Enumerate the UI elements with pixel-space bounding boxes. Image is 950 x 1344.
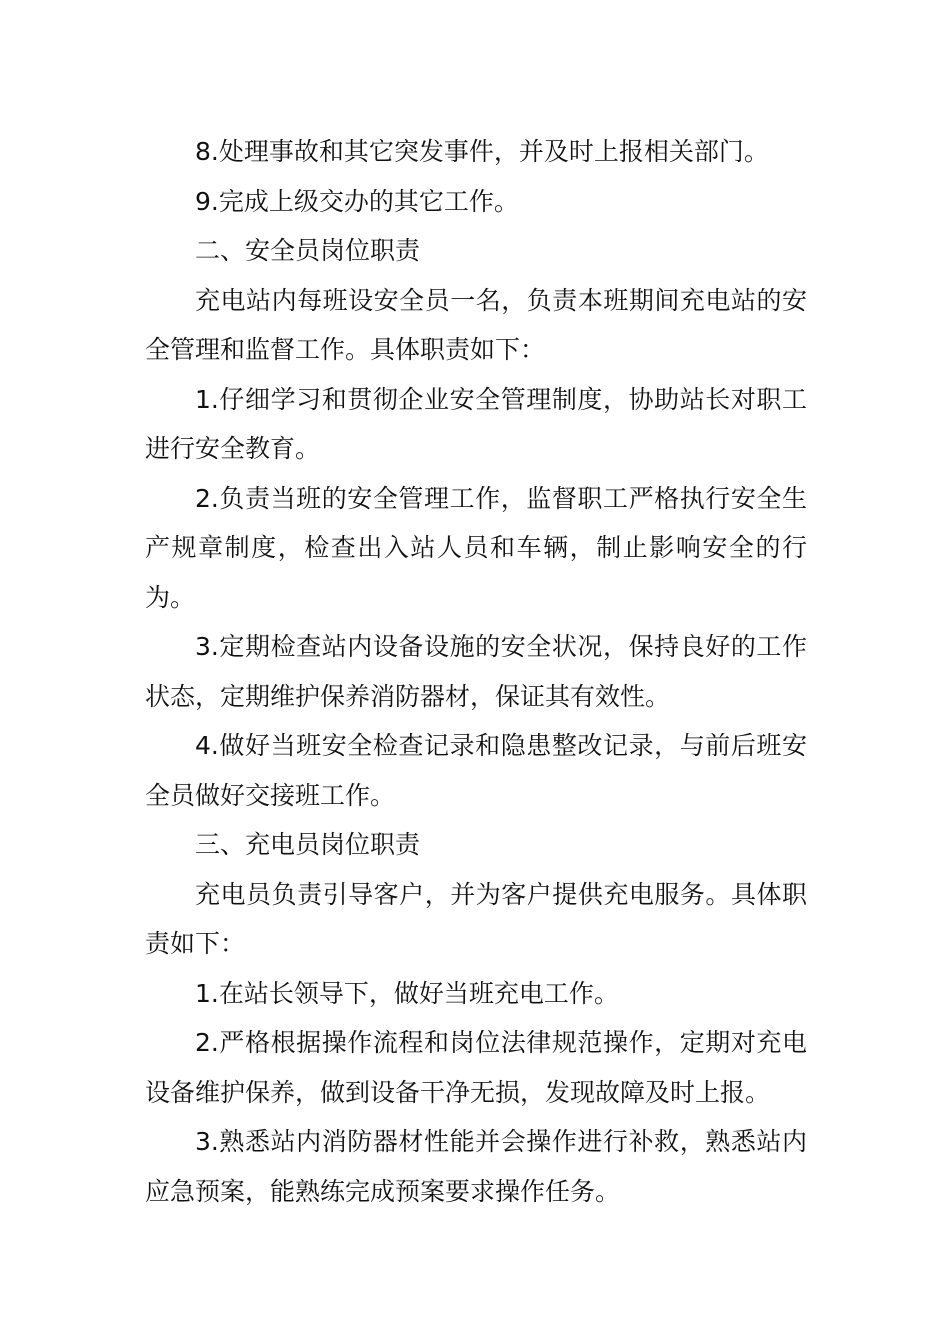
list-item-8: 8.处理事故和其它突发事件，并及时上报相关部门。	[195, 137, 769, 166]
charging-duty-3: 3.熟悉站内消防器材性能并会操作进行补救，熟悉站内应急预案，能熟练完成预案要求操作任务。	[145, 1127, 807, 1206]
charging-duty-2: 2.严格根据操作流程和岗位法律规范操作，定期对充电设备维护保养，做到设备干净无损，发现故障及时上报。	[145, 1028, 807, 1107]
charging-duty-1: 1.在站长领导下，做好当班充电工作。	[195, 978, 619, 1008]
section-heading-charging-staff: 三、充电员岗位职责	[195, 830, 421, 859]
safety-officer-intro: 充电站内每班设安全员一名，负责本班期间充电站的安全管理和监督工作。具体职责如下：	[145, 285, 807, 364]
document-body	[145, 127, 807, 1216]
safety-duty-2: 2.负责当班的安全管理工作，监督职工严格执行安全生产规章制度，检查出入站人员和车辆，制止影响安全的行为。	[145, 483, 807, 612]
charging-staff-intro: 充电员负责引导客户，并为客户提供充电服务。具体职责如下：	[145, 879, 807, 958]
section-heading-safety-officer: 二、安全员岗位职责	[195, 236, 421, 265]
safety-duty-4: 4.做好当班安全检查记录和隐患整改记录，与前后班安全员做好交接班工作。	[145, 731, 807, 810]
safety-duty-3: 3.定期检查站内设备设施的安全状况，保持良好的工作状态，定期维护保养消防器材，保证其有效性。	[145, 632, 807, 711]
list-item-9: 9.完成上级交办的其它工作。	[195, 186, 519, 216]
safety-duty-1: 1.仔细学习和贯彻企业安全管理制度，协助站长对职工进行安全教育。	[145, 384, 807, 463]
